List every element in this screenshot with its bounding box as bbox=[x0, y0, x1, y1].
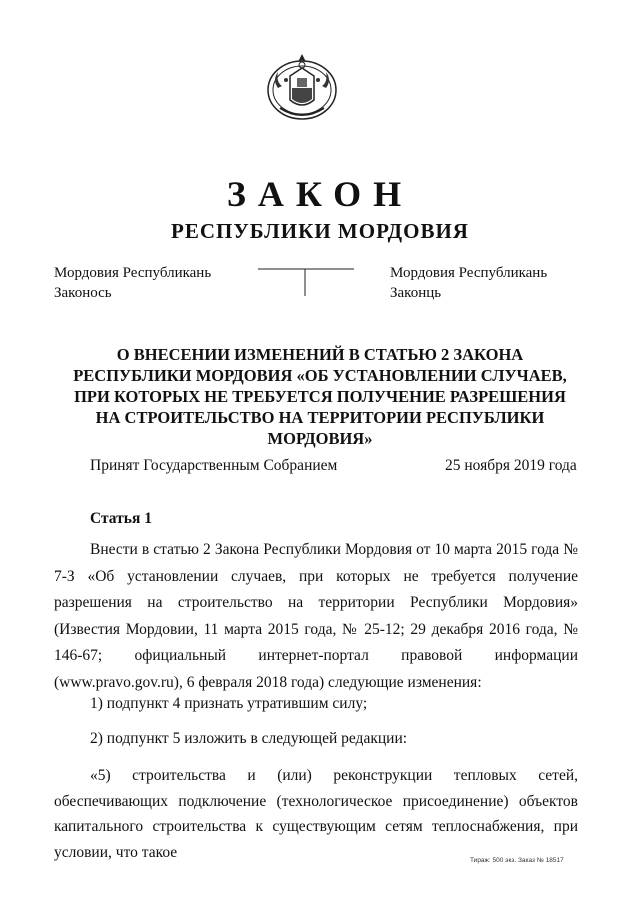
coat-of-arms-emblem bbox=[264, 50, 340, 122]
article-paragraph-3: 2) подпункт 5 изложить в следующей редакции: bbox=[90, 730, 408, 747]
erzya-caption bbox=[54, 263, 211, 303]
moksha-caption-line2: Законць bbox=[390, 285, 442, 301]
article-heading: Статья 1 bbox=[90, 510, 152, 527]
header-divider bbox=[258, 268, 354, 296]
document-title: ЗАКОН bbox=[226, 174, 414, 214]
moksha-caption-line1: Мордовия Республикань bbox=[390, 265, 548, 281]
erzya-caption-line2: Законось bbox=[54, 285, 112, 301]
print-run-info: Тираж: 500 экз. Заказ № 18517 bbox=[470, 857, 564, 864]
document-subtitle: РЕСПУБЛИКИ МОРДОВИЯ bbox=[171, 219, 469, 243]
article-paragraph-1: Внести в статью 2 Закона Республики Мордовия от 10 марта 2015 года № 7-З «Об установлении случаев, при которых не требуется получение разрешения на строительство на территории Республики Мордовия» (Известия Мордовии, 11 марта 2015 года, № 25-12; 29 декабря 2016 года, № 146-67; официальный интернет-портал правовой информации (www.pravo.gov.ru), 6 февраля 2018 года) следующие изменения: bbox=[54, 541, 578, 691]
article-paragraph-2: 1) подпункт 4 признать утратившим силу; bbox=[90, 695, 368, 712]
article-paragraph-4: «5) строительства и (или) реконструкции тепловых сетей, обеспечивающих подключение (технологическое присоединение) объектов капитального строительства к существующим сетям теплоснабжения, при условии, что такое bbox=[54, 767, 578, 861]
moksha-caption bbox=[390, 263, 547, 303]
erzya-caption-line1: Мордовия Республикань bbox=[54, 265, 212, 281]
adopted-by: Принят Государственным Собранием bbox=[90, 457, 338, 474]
adopted-date: 25 ноября 2019 года bbox=[445, 457, 577, 474]
law-title: О ВНЕСЕНИИ ИЗМЕНЕНИЙ В СТАТЬЮ 2 ЗАКОНА РЕСПУБЛИКИ МОРДОВИЯ «ОБ УСТАНОВЛЕНИИ СЛУЧАЕВ, ПРИ КОТОРЫХ НЕ ТРЕБУЕТСЯ ПОЛУЧЕНИЕ РАЗРЕШЕНИЯ НА СТРОИТЕЛЬСТВО НА ТЕРРИТОРИИ РЕСПУБЛИКИ МОРДОВИЯ» bbox=[73, 345, 567, 448]
